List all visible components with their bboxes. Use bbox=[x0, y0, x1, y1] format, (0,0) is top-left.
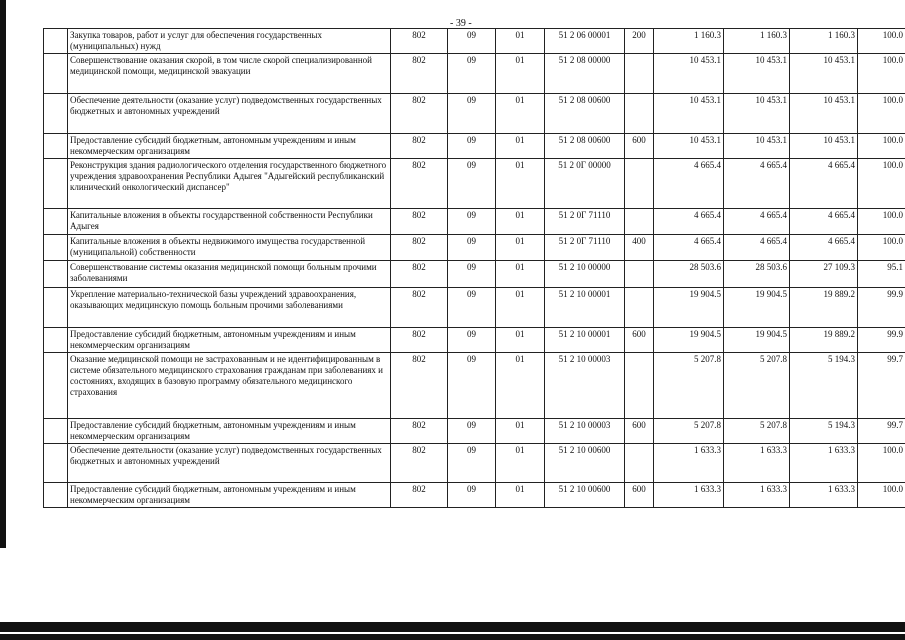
ministry-code: 802 bbox=[391, 328, 448, 353]
value-1: 1 633.3 bbox=[654, 483, 724, 508]
value-2: 19 904.5 bbox=[724, 328, 790, 353]
ministry-code: 802 bbox=[391, 483, 448, 508]
target-code: 51 2 10 00600 bbox=[545, 483, 625, 508]
subsection-code: 01 bbox=[496, 261, 545, 288]
row-name: Закупка товаров, работ и услуг для обеспечения государственных (муниципальных) нужд bbox=[68, 29, 391, 54]
table-row bbox=[44, 235, 905, 261]
section-code: 09 bbox=[448, 159, 496, 209]
row-name: Совершенствование оказания скорой, в том числе скорой специализированной медицинской помощи, медицинской эвакуации bbox=[68, 54, 391, 94]
ministry-code: 802 bbox=[391, 353, 448, 419]
percent: 100.0 bbox=[858, 29, 905, 54]
subsection-code: 01 bbox=[496, 353, 545, 419]
target-code: 51 2 10 00001 bbox=[545, 288, 625, 328]
table-row bbox=[44, 261, 905, 288]
value-3: 10 453.1 bbox=[790, 54, 858, 94]
value-1: 10 453.1 bbox=[654, 94, 724, 134]
value-2: 10 453.1 bbox=[724, 134, 790, 159]
subsection-code: 01 bbox=[496, 159, 545, 209]
target-code: 51 2 06 00001 bbox=[545, 29, 625, 54]
ministry-code: 802 bbox=[391, 159, 448, 209]
section-code: 09 bbox=[448, 209, 496, 235]
section-code: 09 bbox=[448, 54, 496, 94]
row-margin-cell bbox=[44, 29, 68, 54]
percent: 95.1 bbox=[858, 261, 905, 288]
scan-edge-bottom bbox=[0, 622, 905, 632]
table-row bbox=[44, 134, 905, 159]
value-3: 5 194.3 bbox=[790, 419, 858, 444]
table-row bbox=[44, 444, 905, 483]
expense-type: 600 bbox=[625, 328, 654, 353]
target-code: 51 2 10 00003 bbox=[545, 419, 625, 444]
value-2: 1 633.3 bbox=[724, 444, 790, 483]
target-code: 51 2 08 00600 bbox=[545, 94, 625, 134]
table-row bbox=[44, 29, 905, 54]
value-1: 5 207.8 bbox=[654, 353, 724, 419]
table-row bbox=[44, 483, 905, 508]
expense-type bbox=[625, 54, 654, 94]
subsection-code: 01 bbox=[496, 483, 545, 508]
expense-type bbox=[625, 261, 654, 288]
target-code: 51 2 0Г 71110 bbox=[545, 209, 625, 235]
row-name: Оказание медицинской помощи не застрахованным и не идентифицированным в системе обязательного медицинского страхования гражданам при заболеваниях и состояниях, входящих в базовую программу обязательного медицинского страхования bbox=[68, 353, 391, 419]
row-margin-cell bbox=[44, 209, 68, 235]
table-row bbox=[44, 54, 905, 94]
value-2: 19 904.5 bbox=[724, 288, 790, 328]
value-3: 1 160.3 bbox=[790, 29, 858, 54]
expense-type: 200 bbox=[625, 29, 654, 54]
value-1: 5 207.8 bbox=[654, 419, 724, 444]
section-code: 09 bbox=[448, 94, 496, 134]
expense-type: 600 bbox=[625, 134, 654, 159]
value-2: 4 665.4 bbox=[724, 159, 790, 209]
target-code: 51 2 08 00000 bbox=[545, 54, 625, 94]
percent: 100.0 bbox=[858, 159, 905, 209]
value-2: 1 160.3 bbox=[724, 29, 790, 54]
percent: 100.0 bbox=[858, 483, 905, 508]
section-code: 09 bbox=[448, 483, 496, 508]
row-margin-cell bbox=[44, 159, 68, 209]
ministry-code: 802 bbox=[391, 94, 448, 134]
target-code: 51 2 10 00000 bbox=[545, 261, 625, 288]
section-code: 09 bbox=[448, 29, 496, 54]
subsection-code: 01 bbox=[496, 328, 545, 353]
scan-edge-left bbox=[0, 0, 6, 548]
table-row bbox=[44, 353, 905, 419]
row-name: Капитальные вложения в объекты государственной собственности Республики Адыгея bbox=[68, 209, 391, 235]
row-margin-cell bbox=[44, 419, 68, 444]
section-code: 09 bbox=[448, 134, 496, 159]
row-name: Реконструкция здания радиологического отделения государственного бюджетного учреждения здравоохранения Республики Адыгея "Адыгейский республиканский клинический онкологический диспансер" bbox=[68, 159, 391, 209]
row-margin-cell bbox=[44, 94, 68, 134]
expense-type: 600 bbox=[625, 419, 654, 444]
percent: 99.7 bbox=[858, 419, 905, 444]
section-code: 09 bbox=[448, 328, 496, 353]
row-name: Капитальные вложения в объекты недвижимого имущества государственной (муниципальной) собственности bbox=[68, 235, 391, 261]
ministry-code: 802 bbox=[391, 288, 448, 328]
ministry-code: 802 bbox=[391, 134, 448, 159]
expense-type bbox=[625, 209, 654, 235]
row-name: Предоставление субсидий бюджетным, автономным учреждениям и иным некоммерческим организациям bbox=[68, 419, 391, 444]
value-1: 10 453.1 bbox=[654, 54, 724, 94]
subsection-code: 01 bbox=[496, 94, 545, 134]
percent: 99.9 bbox=[858, 288, 905, 328]
ministry-code: 802 bbox=[391, 235, 448, 261]
row-name: Предоставление субсидий бюджетным, автономным учреждениям и иным некоммерческим организациям bbox=[68, 328, 391, 353]
table-row bbox=[44, 159, 905, 209]
section-code: 09 bbox=[448, 261, 496, 288]
expense-type bbox=[625, 159, 654, 209]
expense-type bbox=[625, 288, 654, 328]
value-3: 27 109.3 bbox=[790, 261, 858, 288]
percent: 100.0 bbox=[858, 54, 905, 94]
value-3: 1 633.3 bbox=[790, 483, 858, 508]
row-name: Обеспечение деятельности (оказание услуг) подведомственных государственных бюджетных и автономных учреждений bbox=[68, 444, 391, 483]
value-3: 10 453.1 bbox=[790, 134, 858, 159]
target-code: 51 2 10 00600 bbox=[545, 444, 625, 483]
value-1: 19 904.5 bbox=[654, 328, 724, 353]
value-3: 19 889.2 bbox=[790, 288, 858, 328]
row-margin-cell bbox=[44, 288, 68, 328]
section-code: 09 bbox=[448, 288, 496, 328]
ministry-code: 802 bbox=[391, 209, 448, 235]
subsection-code: 01 bbox=[496, 288, 545, 328]
section-code: 09 bbox=[448, 444, 496, 483]
page-number: - 39 - bbox=[450, 18, 472, 29]
value-2: 10 453.1 bbox=[724, 94, 790, 134]
row-margin-cell bbox=[44, 134, 68, 159]
table-row bbox=[44, 209, 905, 235]
scan-edge-bottom-2 bbox=[0, 634, 905, 640]
expense-type: 400 bbox=[625, 235, 654, 261]
row-margin-cell bbox=[44, 444, 68, 483]
budget-table bbox=[43, 28, 905, 508]
row-margin-cell bbox=[44, 483, 68, 508]
value-3: 19 889.2 bbox=[790, 328, 858, 353]
row-name: Предоставление субсидий бюджетным, автономным учреждениям и иным некоммерческим организациям bbox=[68, 134, 391, 159]
value-2: 4 665.4 bbox=[724, 235, 790, 261]
percent: 100.0 bbox=[858, 209, 905, 235]
row-name: Предоставление субсидий бюджетным, автономным учреждениям и иным некоммерческим организациям bbox=[68, 483, 391, 508]
target-code: 51 2 08 00600 bbox=[545, 134, 625, 159]
row-margin-cell bbox=[44, 261, 68, 288]
row-name: Укрепление материально-технической базы учреждений здравоохранения, оказывающих медицинскую помощь больным прочими заболеваниями bbox=[68, 288, 391, 328]
value-1: 28 503.6 bbox=[654, 261, 724, 288]
table-row bbox=[44, 288, 905, 328]
section-code: 09 bbox=[448, 235, 496, 261]
row-margin-cell bbox=[44, 353, 68, 419]
subsection-code: 01 bbox=[496, 29, 545, 54]
target-code: 51 2 10 00003 bbox=[545, 353, 625, 419]
target-code: 51 2 0Г 71110 bbox=[545, 235, 625, 261]
expense-type: 600 bbox=[625, 483, 654, 508]
subsection-code: 01 bbox=[496, 235, 545, 261]
percent: 100.0 bbox=[858, 94, 905, 134]
ministry-code: 802 bbox=[391, 29, 448, 54]
target-code: 51 2 10 00001 bbox=[545, 328, 625, 353]
table-row bbox=[44, 419, 905, 444]
percent: 99.9 bbox=[858, 328, 905, 353]
value-1: 4 665.4 bbox=[654, 159, 724, 209]
value-1: 19 904.5 bbox=[654, 288, 724, 328]
section-code: 09 bbox=[448, 353, 496, 419]
value-1: 4 665.4 bbox=[654, 209, 724, 235]
section-code: 09 bbox=[448, 419, 496, 444]
expense-type bbox=[625, 94, 654, 134]
value-3: 10 453.1 bbox=[790, 94, 858, 134]
ministry-code: 802 bbox=[391, 261, 448, 288]
ministry-code: 802 bbox=[391, 419, 448, 444]
expense-type bbox=[625, 444, 654, 483]
value-2: 5 207.8 bbox=[724, 353, 790, 419]
subsection-code: 01 bbox=[496, 419, 545, 444]
row-margin-cell bbox=[44, 54, 68, 94]
value-1: 4 665.4 bbox=[654, 235, 724, 261]
percent: 99.7 bbox=[858, 353, 905, 419]
value-2: 28 503.6 bbox=[724, 261, 790, 288]
value-1: 10 453.1 bbox=[654, 134, 724, 159]
row-name: Обеспечение деятельности (оказание услуг) подведомственных государственных бюджетных и автономных учреждений bbox=[68, 94, 391, 134]
subsection-code: 01 bbox=[496, 444, 545, 483]
ministry-code: 802 bbox=[391, 444, 448, 483]
row-margin-cell bbox=[44, 235, 68, 261]
value-1: 1 160.3 bbox=[654, 29, 724, 54]
value-2: 1 633.3 bbox=[724, 483, 790, 508]
value-3: 5 194.3 bbox=[790, 353, 858, 419]
table-row bbox=[44, 94, 905, 134]
value-3: 4 665.4 bbox=[790, 209, 858, 235]
value-1: 1 633.3 bbox=[654, 444, 724, 483]
value-2: 5 207.8 bbox=[724, 419, 790, 444]
subsection-code: 01 bbox=[496, 134, 545, 159]
target-code: 51 2 0Г 00000 bbox=[545, 159, 625, 209]
row-margin-cell bbox=[44, 328, 68, 353]
value-3: 4 665.4 bbox=[790, 235, 858, 261]
subsection-code: 01 bbox=[496, 209, 545, 235]
expense-type bbox=[625, 353, 654, 419]
value-2: 10 453.1 bbox=[724, 54, 790, 94]
subsection-code: 01 bbox=[496, 54, 545, 94]
row-name: Совершенствование системы оказания медицинской помощи больным прочими заболеваниями bbox=[68, 261, 391, 288]
value-3: 4 665.4 bbox=[790, 159, 858, 209]
percent: 100.0 bbox=[858, 235, 905, 261]
percent: 100.0 bbox=[858, 134, 905, 159]
ministry-code: 802 bbox=[391, 54, 448, 94]
value-3: 1 633.3 bbox=[790, 444, 858, 483]
percent: 100.0 bbox=[858, 444, 905, 483]
value-2: 4 665.4 bbox=[724, 209, 790, 235]
table-row bbox=[44, 328, 905, 353]
